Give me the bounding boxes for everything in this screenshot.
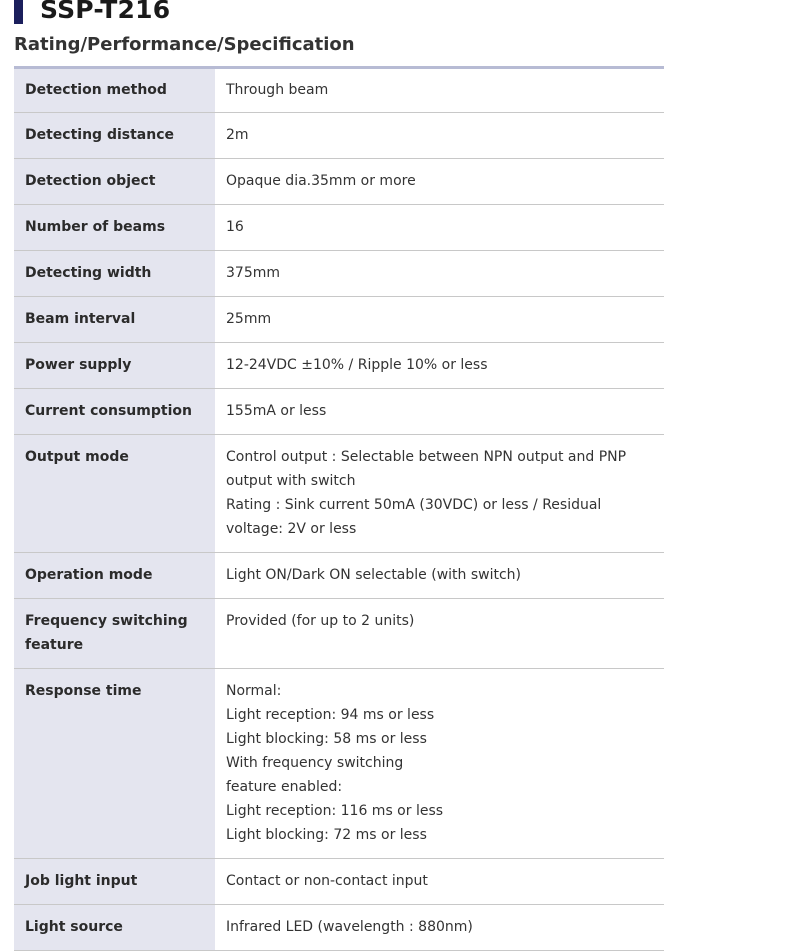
spec-value-line: Light blocking: 72 ms or less [226,827,427,843]
spec-label: Operation mode [14,553,215,598]
spec-value-line: Normal: [226,683,282,699]
spec-value-line: Rating : Sink current 50mA (30VDC) or less / Residual voltage: 2V or less [226,497,602,537]
spec-row [14,343,664,389]
spec-value-line: feature enabled: [226,779,343,795]
spec-value-line: Light ON/Dark ON selectable (with switch) [226,567,521,583]
spec-row [14,159,664,205]
spec-value-line: Infrared LED (wavelength : 880nm) [226,919,473,935]
spec-value-line: Control output : Selectable between NPN output and PNP output with switch [226,449,627,489]
spec-value [215,251,664,296]
spec-label: Output mode [14,435,215,552]
spec-label: Current consumption [14,389,215,434]
spec-value-line: With frequency switching [226,755,404,771]
spec-value [215,435,664,552]
spec-value [215,297,664,342]
spec-value-line: 25mm [226,311,272,327]
spec-row [14,599,664,669]
spec-value-line: Through beam [226,82,329,98]
spec-value-line: 16 [226,219,244,235]
spec-label: Power supply [14,343,215,388]
spec-value-line: Contact or non-contact input [226,873,428,889]
spec-value-line: Provided (for up to 2 units) [226,613,415,629]
spec-row [14,435,664,553]
spec-value [215,599,664,668]
spec-label: Detecting width [14,251,215,296]
spec-row [14,669,664,859]
spec-label: Response time [14,669,215,858]
spec-value [215,113,664,158]
spec-label: Detection object [14,159,215,204]
spec-value [215,859,664,904]
specification-table [14,66,664,951]
spec-value [215,343,664,388]
spec-label: Light source [14,905,215,950]
spec-label: Job light input [14,859,215,904]
spec-value [215,159,664,204]
spec-label: Beam interval [14,297,215,342]
title-marker [14,0,23,24]
spec-label: Number of beams [14,205,215,250]
spec-value-line: Light reception: 94 ms or less [226,707,435,723]
spec-row [14,859,664,905]
spec-row [14,113,664,159]
spec-value-line: 155mA or less [226,403,327,419]
spec-value-line: Opaque dia.35mm or more [226,173,416,189]
spec-value-line: 2m [226,127,249,143]
spec-value [215,553,664,598]
spec-row [14,553,664,599]
spec-value-line: Light reception: 116 ms or less [226,803,444,819]
section-heading: Rating/Performance/Specification [14,34,355,55]
spec-value-line: 375mm [226,265,280,281]
spec-value [215,205,664,250]
spec-row [14,905,664,951]
spec-label: Detection method [14,69,215,112]
spec-value [215,905,664,950]
product-title-bar [14,0,170,24]
spec-value-line: 12-24VDC ±10% / Ripple 10% or less [226,357,488,373]
spec-value-line: Light blocking: 58 ms or less [226,731,427,747]
spec-row [14,205,664,251]
spec-value [215,389,664,434]
spec-label: Detecting distance [14,113,215,158]
page-title: SSP-T216 [40,0,171,24]
spec-value [215,69,664,112]
spec-row [14,297,664,343]
spec-row [14,251,664,297]
spec-value [215,669,664,858]
spec-row [14,69,664,113]
spec-label: Frequency switching feature [14,599,215,668]
spec-row [14,389,664,435]
